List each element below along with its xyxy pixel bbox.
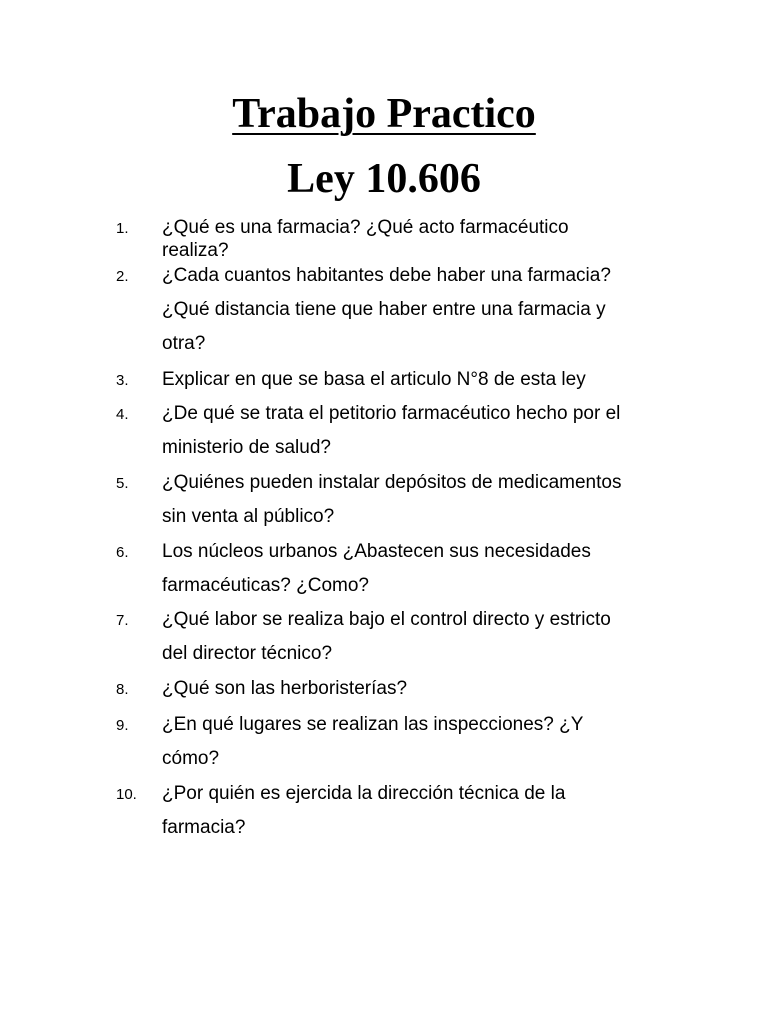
question-number: 1. [116, 220, 129, 237]
question-text [162, 466, 682, 534]
question-number: 7. [116, 612, 129, 629]
document-title: Trabajo Practico [232, 91, 536, 137]
question-line: ¿De qué se trata el petitorio farmacéutico hecho por el [162, 403, 621, 424]
question-line: ¿Por quién es ejercida la dirección técnica de la [162, 783, 566, 804]
question-text [162, 603, 682, 671]
question-text [162, 363, 682, 397]
document-subtitle: Ley 10.606 [287, 156, 481, 202]
question-text [162, 672, 682, 706]
question-line: farmacia? [162, 817, 246, 838]
question-number: 9. [116, 717, 129, 734]
question-number: 4. [116, 406, 129, 423]
question-text [162, 708, 682, 776]
question-line: ¿Qué es una farmacia? ¿Qué acto farmacéutico [162, 217, 569, 238]
question-line: otra? [162, 333, 206, 354]
question-number: 3. [116, 372, 129, 389]
question-line: ¿En qué lugares se realizan las inspecciones? ¿Y [162, 714, 584, 735]
question-text [162, 397, 682, 465]
question-number: 10. [116, 786, 137, 803]
question-line: sin venta al público? [162, 506, 335, 527]
question-text [162, 259, 682, 361]
question-number: 5. [116, 475, 129, 492]
question-line: ¿Quiénes pueden instalar depósitos de medicamentos [162, 472, 622, 493]
question-line: realiza? [162, 240, 229, 261]
question-line: farmacéuticas? ¿Como? [162, 575, 369, 596]
question-text [162, 777, 682, 845]
question-line: Explicar en que se basa el articulo N°8 de esta ley [162, 369, 586, 390]
question-line: ¿Qué labor se realiza bajo el control directo y estricto [162, 609, 611, 630]
question-text [162, 216, 682, 262]
question-line: Los núcleos urbanos ¿Abastecen sus necesidades [162, 541, 591, 562]
question-line: ministerio de salud? [162, 437, 331, 458]
question-number: 2. [116, 268, 129, 285]
question-number: 6. [116, 544, 129, 561]
question-text [162, 535, 682, 603]
question-number: 8. [116, 681, 129, 698]
question-line: del director técnico? [162, 643, 333, 664]
question-line: ¿Qué distancia tiene que haber entre una farmacia y [162, 299, 606, 320]
question-line: ¿Cada cuantos habitantes debe haber una farmacia? [162, 265, 611, 286]
question-line: ¿Qué son las herboristerías? [162, 678, 408, 699]
question-line: cómo? [162, 748, 220, 769]
